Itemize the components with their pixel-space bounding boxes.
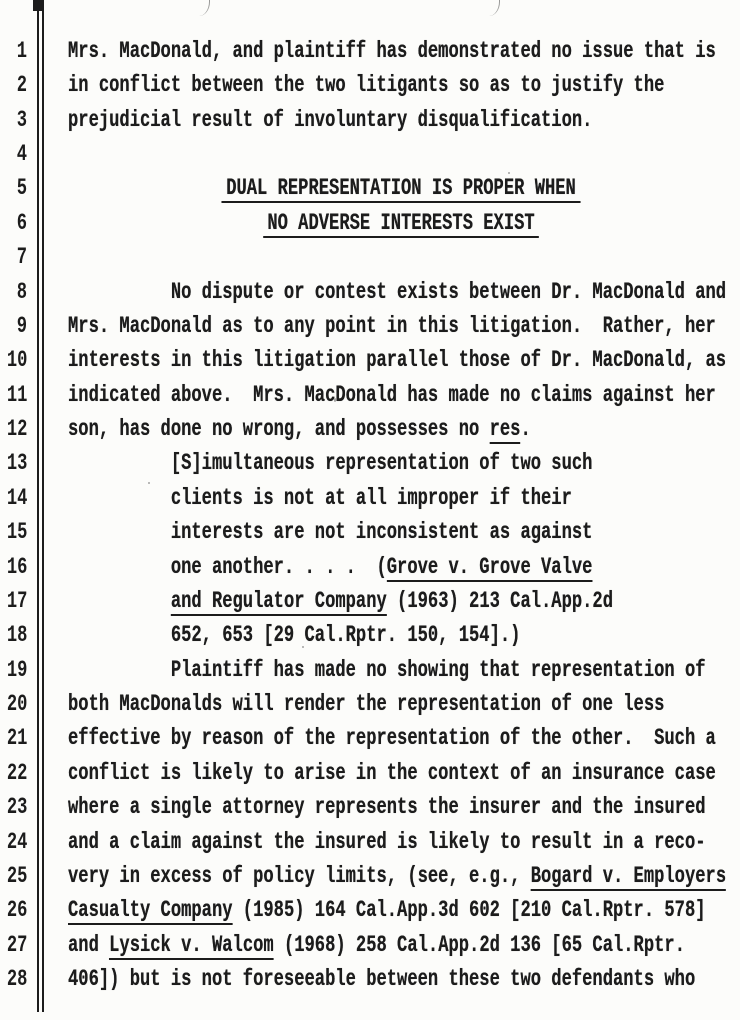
text-line	[68, 103, 734, 137]
text-segment: prejudicial result of involuntary disqualification.	[68, 106, 593, 133]
text-segment: one another. . . . (	[68, 553, 387, 580]
text-line	[68, 550, 734, 584]
line-number: 18	[6, 622, 28, 649]
text-line	[68, 515, 734, 549]
line-number: 4	[16, 141, 27, 168]
text-segment: both MacDonalds will render the representation of one less	[68, 691, 665, 718]
text-line	[68, 412, 734, 446]
line-number: 16	[6, 553, 28, 580]
line-number: 6	[16, 209, 27, 236]
line-number: 20	[6, 691, 28, 718]
text-line	[68, 928, 734, 962]
text-line	[68, 378, 734, 412]
text-line	[68, 790, 734, 824]
underlined-text: NO ADVERSE INTERESTS EXIST	[263, 210, 539, 238]
line-number: 10	[6, 347, 28, 374]
text-segment: interests are not inconsistent as against	[68, 519, 593, 546]
text-line	[68, 137, 734, 171]
line-number: 21	[6, 725, 28, 752]
scan-artifact	[198, 0, 210, 16]
line-number: 2	[16, 72, 27, 99]
underlined-text: Lysick v. Walcom	[109, 931, 274, 958]
line-number: 1	[16, 38, 27, 64]
text-segment: .	[520, 416, 531, 443]
line-number: 24	[6, 828, 28, 855]
text-line	[68, 481, 734, 515]
text-line	[68, 240, 734, 274]
line-number: 7	[16, 244, 27, 271]
pleading-margin-rule	[37, 0, 44, 1012]
text-segment: No dispute or contest exists between Dr. MacDonald and	[68, 278, 727, 305]
text-segment: 652, 653 [29 Cal.Rptr. 150, 154].)	[68, 622, 521, 649]
text-segment: (1968) 258 Cal.App.2d 136 [65 Cal.Rptr.	[273, 931, 685, 958]
text-segment: 406]) but is not foreseeable between these two defendants who	[68, 965, 696, 992]
text-segment: in conflict between the two litigants so as to justify the	[68, 72, 665, 99]
text-line	[68, 171, 734, 205]
scan-artifact	[488, 0, 500, 16]
text-segment: Plaintiff has made no showing that representation of	[68, 656, 706, 683]
text-segment: Mrs. MacDonald, and plaintiff has demonstrated no issue that is	[68, 38, 716, 64]
text-segment: very in excess of policy limits, (see, e.g.,	[68, 862, 531, 889]
text-segment: conflict is likely to arise in the context of an insurance case	[68, 759, 716, 786]
line-number: 11	[6, 381, 28, 408]
line-number: 13	[6, 450, 28, 477]
text-segment: [S]imultaneous representation of two such	[68, 450, 593, 477]
line-number: 8	[16, 278, 27, 305]
line-number: 9	[16, 312, 27, 339]
text-segment: (1985) 164 Cal.App.3d 602 [210 Cal.Rptr. 578]	[232, 897, 706, 924]
text-line	[68, 687, 734, 721]
line-number: 5	[16, 175, 27, 202]
text-line	[68, 343, 734, 377]
line-number: 22	[6, 759, 28, 786]
text-segment: interests in this litigation parallel those of Dr. MacDonald, as	[68, 347, 727, 374]
text-line	[68, 584, 734, 618]
text-line	[68, 756, 734, 790]
text-line	[68, 275, 734, 309]
line-number: 14	[6, 484, 28, 511]
text-segment: indicated above. Mrs. MacDonald has made no claims against her	[68, 381, 716, 408]
underlined-text: and Regulator Company	[170, 587, 387, 614]
text-line	[68, 859, 734, 893]
text-line	[68, 893, 734, 927]
text-line	[68, 721, 734, 755]
text-line	[68, 309, 734, 343]
line-number: 26	[6, 897, 28, 924]
line-number: 23	[6, 794, 28, 821]
line-number: 12	[6, 416, 28, 443]
line-number: 17	[6, 587, 28, 614]
text-segment	[68, 588, 171, 614]
text-segment: Mrs. MacDonald as to any point in this litigation. Rather, her	[68, 312, 716, 339]
text-line	[68, 206, 734, 240]
text-line	[68, 68, 734, 102]
text-line	[68, 825, 734, 859]
underlined-text: Grove v. Grove Valve	[386, 553, 593, 580]
underlined-text: res	[489, 416, 521, 443]
text-segment: effective by reason of the representation of the other. Such a	[68, 725, 716, 752]
text-line	[68, 446, 734, 480]
line-number: 19	[6, 656, 28, 683]
line-number: 25	[6, 862, 28, 889]
line-number: 3	[16, 106, 27, 133]
text-line	[68, 962, 734, 996]
line-number: 28	[6, 965, 28, 992]
underlined-text: Casualty Company	[68, 897, 233, 924]
text-line	[68, 618, 734, 652]
text-segment: (1963) 213 Cal.App.2d	[386, 587, 614, 614]
text-segment: where a single attorney represents the insurer and the insured	[68, 794, 706, 821]
underlined-text: Bogard v. Employers	[530, 862, 727, 889]
text-segment: and a claim against the insured is likely to result in a reco-	[68, 828, 706, 855]
underlined-text: DUAL REPRESENTATION IS PROPER WHEN	[222, 175, 581, 203]
line-number: 15	[6, 519, 28, 546]
line-number: 27	[6, 931, 28, 958]
text-line	[68, 653, 734, 687]
text-segment: clients is not at all improper if their	[68, 484, 572, 511]
text-segment: son, has done no wrong, and possesses no	[68, 416, 490, 443]
text-segment: and	[68, 931, 110, 958]
text-line	[68, 34, 734, 68]
